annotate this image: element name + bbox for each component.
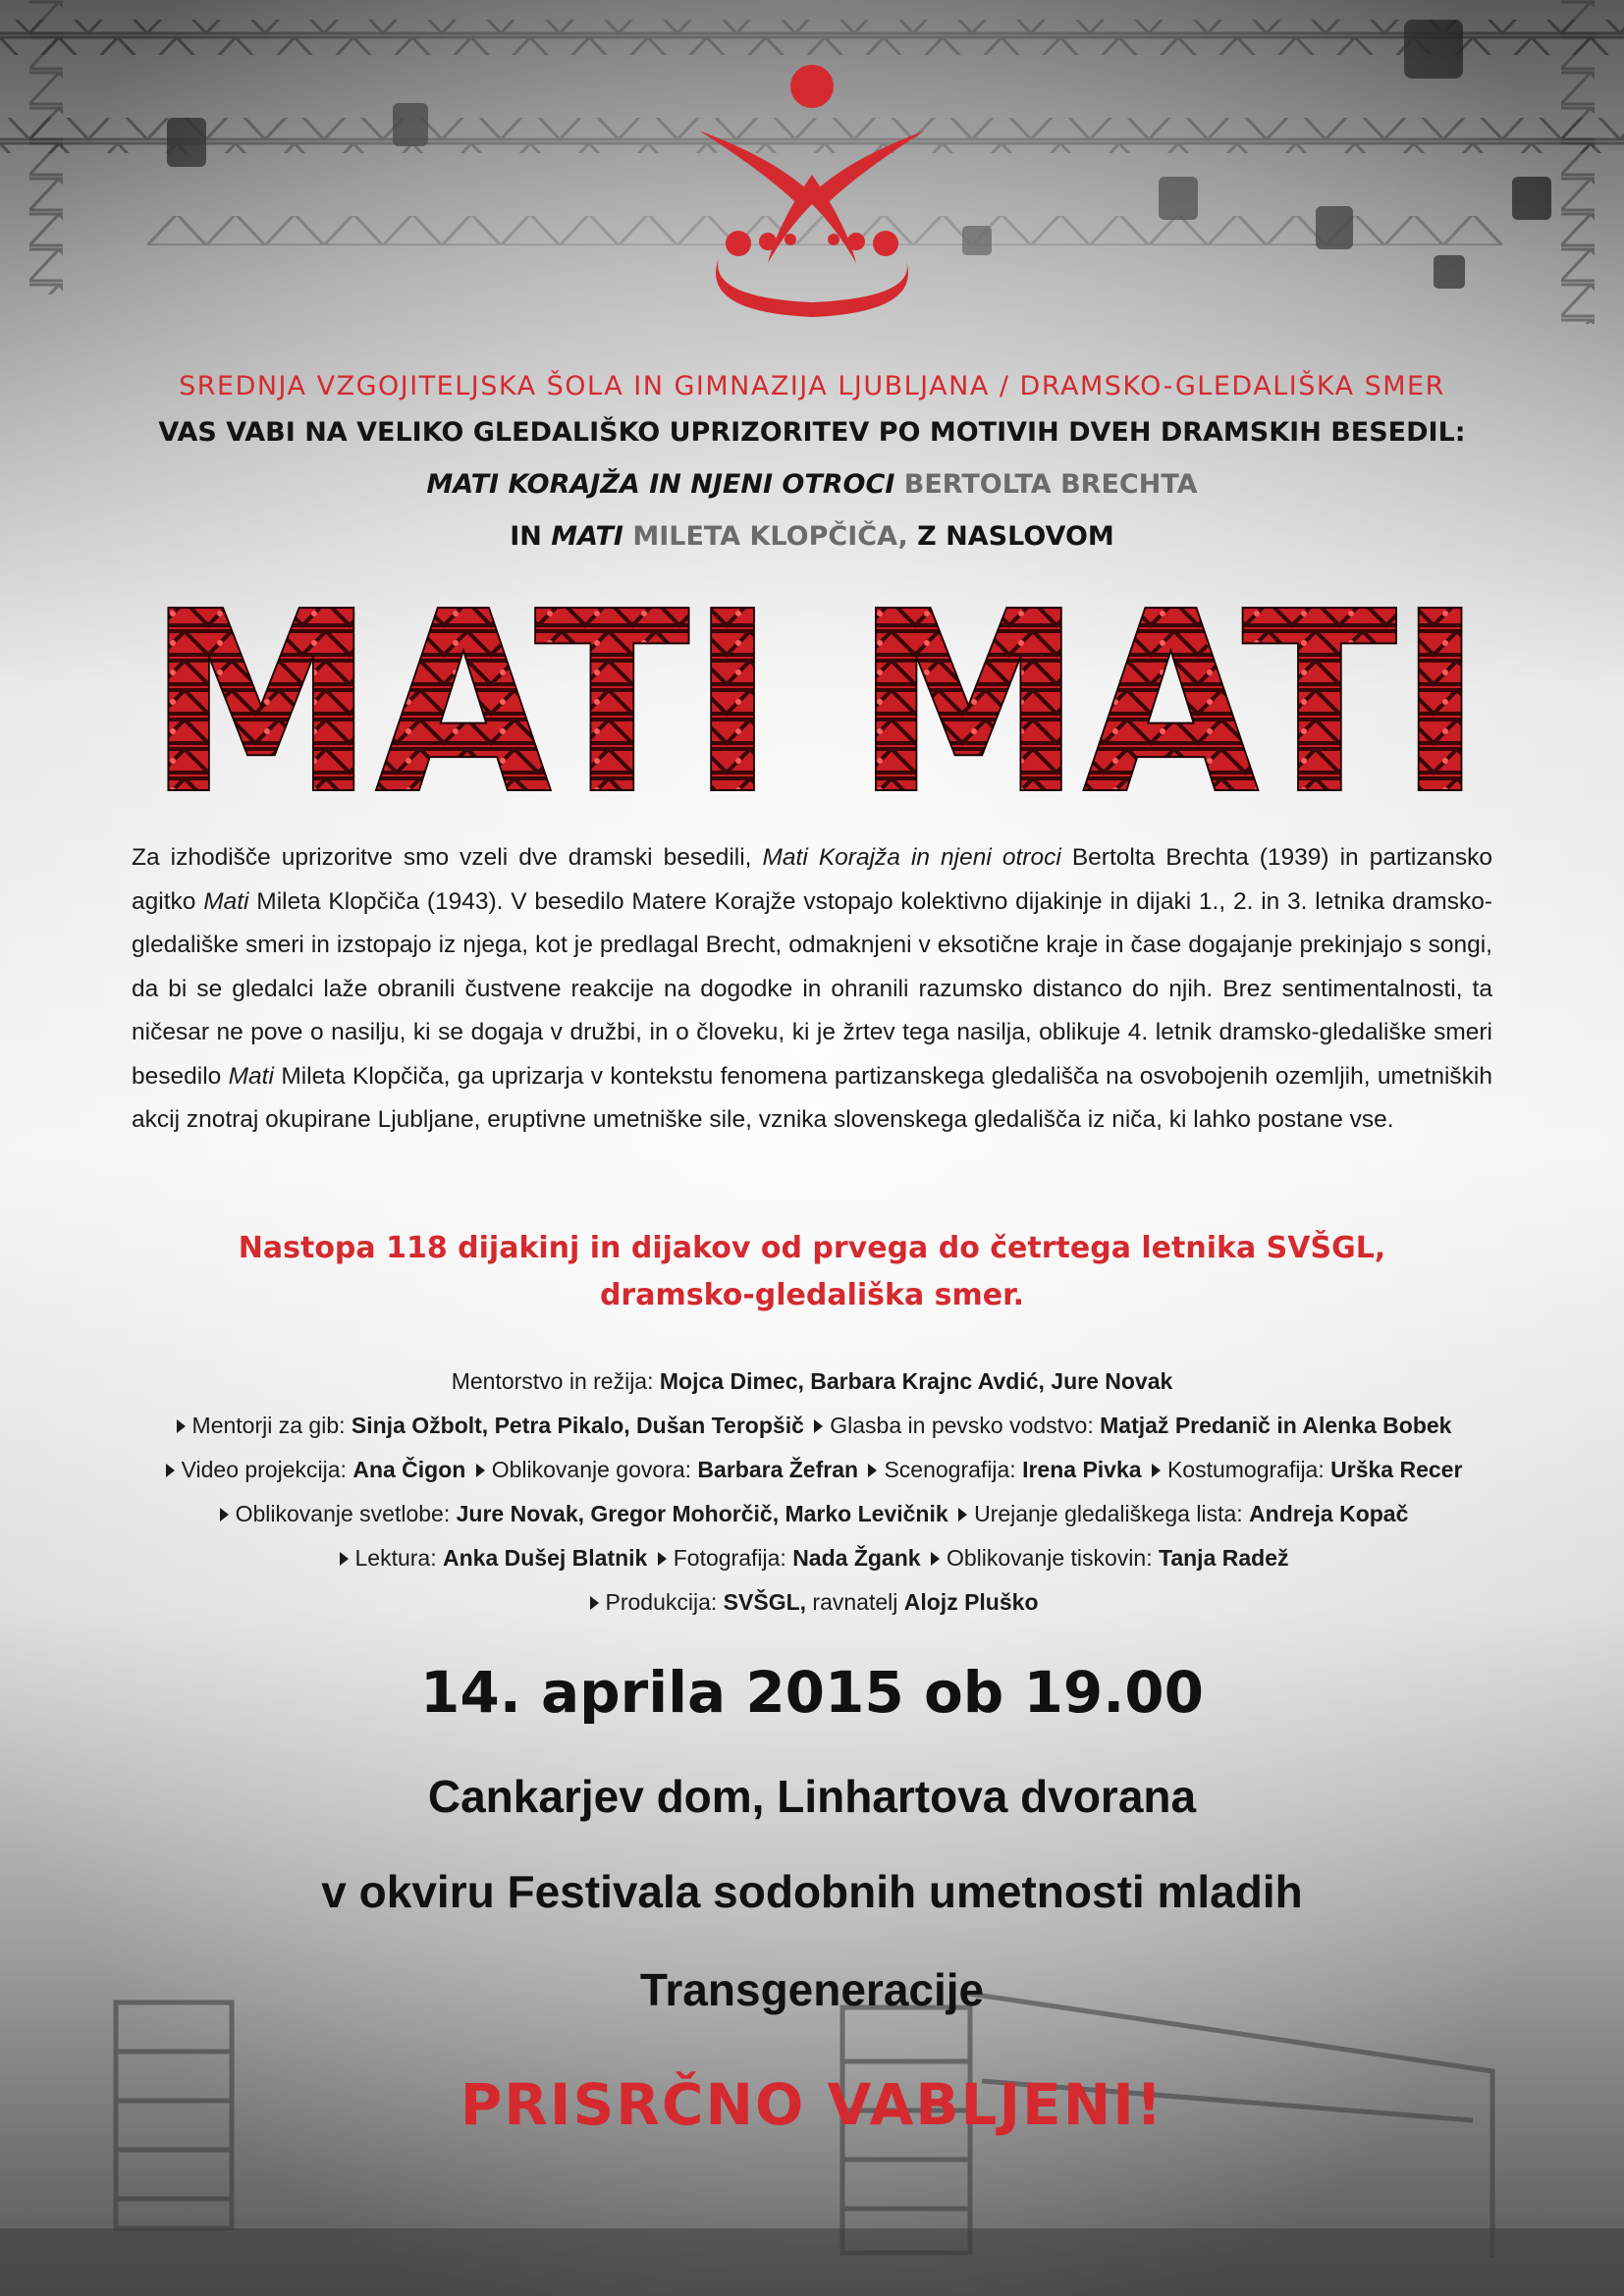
credit-label: Oblikovanje svetlobe: <box>235 1501 451 1526</box>
title-text: MATI MATI <box>147 569 1483 815</box>
credit-value: Andreja Kopač <box>1249 1501 1409 1526</box>
credit-label: Oblikovanje govora: <box>491 1457 692 1482</box>
triangle-bullet-icon <box>868 1464 877 1477</box>
desc-title-mati-1: Mati <box>203 887 249 915</box>
credit-row-2 <box>0 1404 1624 1448</box>
performers-line-2: dramsko-gledališka smer. <box>599 1278 1025 1312</box>
invite-line-2 <box>0 469 1624 500</box>
credit-value: Tanja Radež <box>1159 1545 1289 1571</box>
triangle-bullet-icon <box>220 1508 229 1522</box>
invite-line-1: VAS VABI NA VELIKO GLEDALIŠKO UPRIZORITEV PO MOTIVIH DVEH DRAMSKIH BESEDIL: <box>158 417 1466 448</box>
credit-row-3 <box>0 1448 1624 1492</box>
credit-label: Video projekcija: <box>181 1457 347 1482</box>
closing-invitation: PRISRČNO VABLJENI! <box>460 2071 1164 2138</box>
credit-value: Jure Novak, Gregor Mohorčič, Marko Levičnik <box>456 1501 948 1526</box>
klopcic-play-title: MATI <box>551 521 623 552</box>
credit-row-5 <box>0 1536 1624 1580</box>
performers-line-1: Nastopa 118 dijakinj in dijakov od prvega do četrtega letnika SVŠGL, <box>238 1231 1386 1265</box>
credit-row-1 <box>0 1360 1624 1404</box>
credit-label: Scenografija: <box>884 1457 1016 1482</box>
credits-block <box>0 1360 1624 1625</box>
event-festival: v okviru Festivala sodobnih umetnosti mladih <box>321 1866 1303 1917</box>
credit-value: SVŠGL, <box>723 1589 807 1615</box>
desc-part-4: Mileta Klopčiča, ga uprizarja v kontekstu fenomena partizanskega gledališča na osvobojenih ozemljih, umetniških akcij znotraj okupirane Ljubljane, eruptivne umetniške sile, vznika slovenskega gledališča iz niča, ki lahko postane vse. <box>132 1062 1493 1133</box>
credit-value: Ana Čigon <box>352 1457 466 1482</box>
credit-label: Urejanje gledališkega lista: <box>974 1501 1243 1526</box>
credit-label: Mentorji za gib: <box>191 1413 346 1438</box>
triangle-bullet-icon <box>931 1552 940 1566</box>
triangle-bullet-icon <box>1152 1464 1161 1477</box>
credit-row-6 <box>0 1580 1624 1625</box>
triangle-bullet-icon <box>166 1464 175 1477</box>
credit-label: Oblikovanje tiskovin: <box>946 1545 1153 1571</box>
triangle-bullet-icon <box>476 1464 485 1477</box>
main-title <box>137 569 1492 815</box>
credit-value: Irena Pivka <box>1022 1457 1142 1482</box>
desc-part-1: Za izhodišče uprizoritve smo vzeli dve dramski besedili, <box>132 844 752 871</box>
desc-part-2: Bertolta Brechta (1939) in partizansko agitko <box>132 844 1493 915</box>
credit-label: Mentorstvo in režija: <box>451 1368 654 1394</box>
school-name: SREDNJA VZGOJITELJSKA ŠOLA IN GIMNAZIJA LJUBLJANA / DRAMSKO-GLEDALIŠKA SMER <box>179 371 1445 401</box>
credit-value: Mojca Dimec, Barbara Krajnc Avdić, Jure Novak <box>659 1368 1173 1394</box>
event-venue: Cankarjev dom, Linhartova dvorana <box>427 1771 1197 1822</box>
desc-title-mati-2: Mati <box>228 1062 274 1090</box>
triangle-bullet-icon <box>658 1552 667 1566</box>
klopcic-author: MILETA KLOPČIČA, <box>632 521 908 552</box>
credit-value: Matjaž Predanič in Alenka Bobek <box>1100 1413 1452 1438</box>
credit-label: Fotografija: <box>673 1545 786 1571</box>
triangle-bullet-icon <box>590 1596 599 1610</box>
credit-label: ravnatelj <box>812 1589 898 1615</box>
desc-title-brecht: Mati Korajža in njeni otroci <box>762 844 1061 871</box>
triangle-bullet-icon <box>177 1419 186 1433</box>
invite-line-3 <box>0 521 1624 552</box>
invite-tail: Z NASLOVOM <box>917 521 1114 552</box>
triangle-bullet-icon <box>340 1552 349 1566</box>
brecht-play-title: MATI KORAJŽA IN NJENI OTROCI <box>426 469 895 500</box>
triangle-bullet-icon <box>958 1508 967 1522</box>
credit-value: Sinja Ožbolt, Petra Pikalo, Dušan Teropšič <box>351 1413 804 1438</box>
dancing-figure-logo <box>679 57 945 332</box>
credit-value: Anka Dušej Blatnik <box>443 1545 648 1571</box>
credit-value: Alojz Pluško <box>903 1589 1039 1615</box>
credit-value: Barbara Žefran <box>697 1457 859 1482</box>
performers-note <box>0 1225 1624 1319</box>
credit-label: Lektura: <box>354 1545 437 1571</box>
credit-row-4 <box>0 1492 1624 1536</box>
credit-value: Nada Žgank <box>792 1545 921 1571</box>
triangle-bullet-icon <box>814 1419 823 1433</box>
desc-part-3: Mileta Klopčiča (1943). V besedilo Matere Korajže vstopajo kolektivno dijakinje in dijaki 1., 2. in 3. letnika dramsko-gledališke smeri in izstopajo iz njega, kot je predlagal Brecht, odmaknjeni v eksotične kraje in čase dogajanje prekinjajo s songi, da bi se gledalci laže obranili čustvene reakcije na dogodke in ohranili razumsko distanco do njih. Brez sentimentalnosti, ta ničesar ne pove o nasilju, ki se dogaja v družbi, in o človeku, ki je žrtev tega nasilja, oblikuje 4. letnik dramsko-gledališke smeri besedilo <box>132 887 1492 1090</box>
credit-label: Glasba in pevsko vodstvo: <box>830 1413 1094 1438</box>
description-paragraph <box>132 836 1492 1143</box>
brecht-author: BERTOLTA BRECHTA <box>903 469 1198 500</box>
credit-value: Urška Recer <box>1330 1457 1463 1482</box>
event-festival-name: Transgeneracije <box>639 1964 985 2015</box>
credit-label: Produkcija: <box>605 1589 718 1615</box>
credit-label: Kostumografija: <box>1166 1457 1325 1482</box>
event-date: 14. aprila 2015 ob 19.00 <box>420 1659 1204 1726</box>
invite-in: IN <box>510 521 542 552</box>
